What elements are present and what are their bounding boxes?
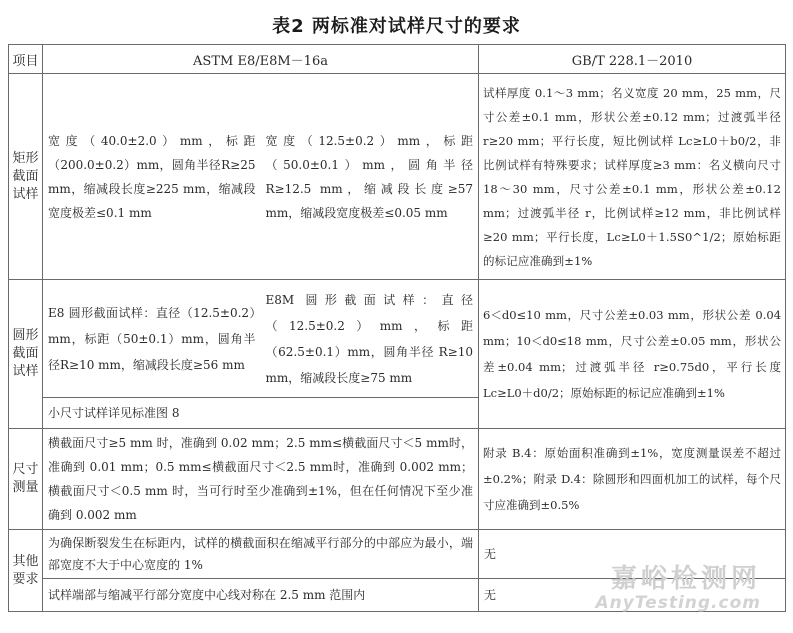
round-astm-left: E8 圆形截面试样：直径（12.5±0.2）mm，标距（50±0.1）mm，圆角半径R≥10 mm，缩减段长度≥56 mm — [48, 305, 256, 372]
header-astm: ASTM E8/E8M－16a — [43, 45, 479, 74]
round-astm-right: E8M 圆形截面试样：直径（12.5±0.2）mm，标距（62.5±0.1）mm，圆角半径 R≥10 mm，缩减段长度≥75 mm — [265, 292, 474, 385]
other-gb-1-cell — [479, 530, 786, 579]
header-item: 项目 — [9, 45, 43, 74]
row-measure — [9, 429, 786, 530]
other-gb-2-cell — [479, 579, 786, 612]
rect-astm-right: 宽度（12.5±0.2）mm，标距（50.0±0.1）mm，圆角半径R≥12.5 mm，缩减段长度≥57 mm，缩减段宽度极差≤0.05 mm — [265, 133, 474, 220]
other-gb-1: 无 — [484, 547, 497, 561]
round-gb-cell — [479, 280, 786, 429]
row-other — [9, 530, 786, 579]
measure-astm: 横截面尺寸≥5 mm 时，准确到 0.02 mm；2.5 mm≤横截面尺寸＜5 mm时，准确到 0.01 mm；0.5 mm≤横截面尺寸＜2.5 mm时，准确到 0.002 mm；横截面尺寸＜0.5 mm 时，当可行时至少准确到±1%，但在任何情况下至少准确到 0.002 mm — [48, 436, 474, 522]
rect-astm-left: 宽度（40.0±2.0）mm，标距（200.0±0.2）mm，圆角半径R≥25 mm，缩减段长度≥225 mm，缩减段宽度极差≤0.1 mm — [48, 133, 256, 220]
rect-gb: 试样厚度 0.1～3 mm；名义宽度 20 mm，25 mm，尺寸公差±0.1 mm，形状公差±0.12 mm；过渡弧半径 r≥20 mm；平行长度，短比例试样 Lc≥L0＋b0/2，非比例试样有特殊要求；试样厚度≥3 mm：名义横向尺寸 18～30 mm，尺寸公差±0.1 mm，形状公差±0.12 mm；过渡弧半径 r，比例试样≥12 mm，非比例试样≥20 mm；平行长度，Lc≥L0＋1.5S0^1/2；原始标距的标记应准确到±1% — [483, 85, 782, 268]
row-label-other: 其他要求 — [9, 530, 43, 612]
other-astm-1-cell — [43, 530, 479, 579]
table-header-row — [9, 45, 786, 74]
measure-gb-cell — [479, 429, 786, 530]
table-caption: 表2 两标准对试样尺寸的要求 — [272, 16, 521, 37]
header-gb: GB/T 228.1－2010 — [479, 45, 786, 74]
row-label-measure: 尺寸测量 — [9, 429, 43, 530]
row-other-2 — [9, 579, 786, 612]
rect-astm-left-cell — [43, 74, 261, 280]
other-gb-2: 无 — [484, 588, 497, 602]
other-astm-2: 试样端部与缩减平行部分宽度中心线对称在 2.5 mm 范围内 — [48, 588, 366, 602]
comparison-table — [8, 44, 786, 612]
row-rect — [9, 74, 786, 280]
other-astm-2-cell — [43, 579, 479, 612]
measure-astm-cell — [43, 429, 479, 530]
round-astm-right-cell — [261, 280, 479, 398]
row-label-round: 圆形截面试样 — [9, 280, 43, 429]
row-label-rect: 矩形截面试样 — [9, 74, 43, 280]
other-astm-1: 为确保断裂发生在标距内，试样的横截面积在缩减平行部分的中部应为最小，端部宽度不大于中心宽度的 1% — [48, 536, 474, 572]
round-note-cell — [43, 398, 479, 429]
row-round — [9, 280, 786, 398]
watermark-en: AnyTesting.com — [595, 593, 761, 613]
rect-astm-right-cell — [261, 74, 479, 280]
rect-gb-cell — [479, 74, 786, 280]
round-astm-left-cell — [43, 280, 261, 398]
round-gb: 6＜d0≤10 mm，尺寸公差±0.03 mm，形状公差 0.04 mm；10＜d0≤18 mm，尺寸公差±0.05 mm，形状公差±0.04 mm；过渡弧半径 r≥0.75d0，平行长度 Lc≥L0＋d0/2；原始标距的标记应准确到±1% — [483, 308, 782, 400]
measure-gb: 附录 B.4：原始面积准确到±1%，宽度测量误差不超过±0.2%；附录 D.4：除圆形和四面机加工的试样，每个尺寸应准确到±0.5% — [483, 446, 782, 512]
round-astm-note: 小尺寸试样详见标准图 8 — [48, 406, 180, 420]
watermark-cn: 嘉峪检测网 — [610, 564, 761, 594]
